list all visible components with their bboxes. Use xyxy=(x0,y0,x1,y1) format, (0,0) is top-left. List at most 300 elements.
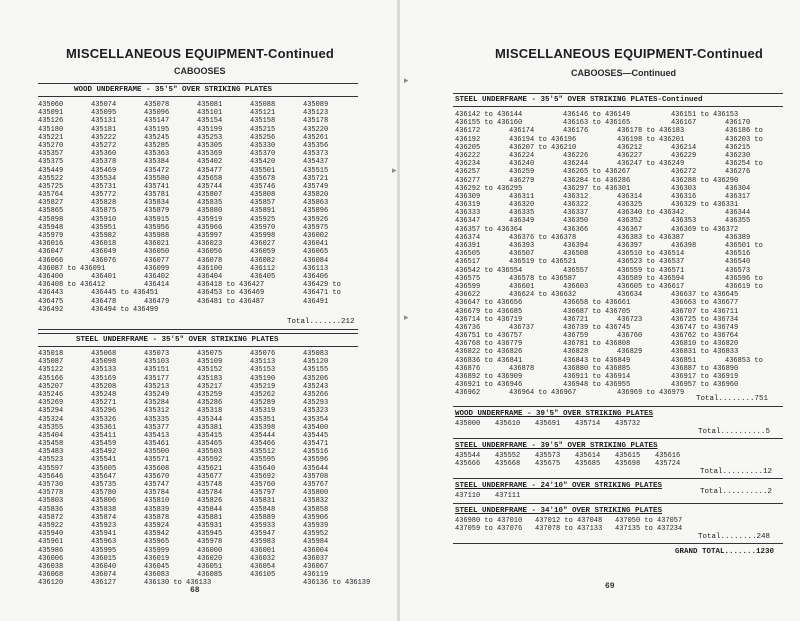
car-number: 436049 xyxy=(91,248,117,257)
car-number: 436130 to 436133 xyxy=(144,579,212,588)
car-number: 436304 xyxy=(725,184,751,193)
number-row xyxy=(38,473,358,481)
car-number: 435246 xyxy=(38,390,64,399)
car-number: 435784 xyxy=(144,489,170,498)
car-number: 436203 to xyxy=(725,135,763,144)
number-row xyxy=(455,373,785,381)
number-row xyxy=(455,152,785,160)
car-number: 435169 xyxy=(91,374,117,383)
car-number: 435437 xyxy=(303,158,329,167)
car-number: 436637 to 436645 xyxy=(671,291,739,300)
car-number: 435413 xyxy=(144,431,170,440)
car-number: 436589 to 436594 xyxy=(617,274,685,283)
car-number: 435858 xyxy=(303,505,329,514)
car-number: 435678 xyxy=(250,174,276,183)
car-number: 435836 xyxy=(38,505,64,514)
car-number: 436517 xyxy=(455,258,481,267)
car-number: 435375 xyxy=(38,158,64,167)
car-number: 436491 xyxy=(303,297,329,306)
number-row xyxy=(38,109,358,117)
section-title-steel-35-continued: STEEL UNDERFRAME - 35'5" OVER STRIKING PLATES-Continued xyxy=(455,96,703,104)
car-number: 435207 xyxy=(38,382,64,391)
car-number: 436019 xyxy=(144,554,170,563)
number-row xyxy=(455,258,785,266)
car-number: 435831 xyxy=(250,497,276,506)
car-number: 435122 xyxy=(38,366,64,375)
number-row xyxy=(38,366,358,374)
number-row xyxy=(38,350,358,358)
car-number: 435919 xyxy=(197,215,223,224)
car-number: 436836 to 436841 xyxy=(455,356,523,365)
car-number: 436402 xyxy=(144,272,170,281)
car-number: 435797 xyxy=(250,489,276,498)
grand-total: GRAND TOTAL.......1230 xyxy=(675,548,775,556)
car-number: 436505 xyxy=(455,250,481,259)
car-number: 436523 to 436537 xyxy=(617,258,685,267)
car-number: 436383 to 436387 xyxy=(617,233,685,242)
car-number: 435744 xyxy=(197,182,223,191)
car-number: 436077 xyxy=(144,256,170,265)
car-number: 436155 to 436160 xyxy=(455,119,523,128)
car-number: 436099 xyxy=(144,264,170,273)
number-row xyxy=(455,340,785,348)
car-number: 435183 xyxy=(197,374,223,383)
car-number: 436404 xyxy=(197,272,223,281)
car-number: 435289 xyxy=(250,399,276,408)
divider xyxy=(453,106,783,107)
car-number: 435597 xyxy=(38,464,64,473)
car-number: 435245 xyxy=(144,133,170,142)
car-number: 436969 to 436979 xyxy=(617,389,685,398)
car-number: 435180 xyxy=(38,125,64,134)
number-row xyxy=(38,240,358,248)
car-number: 436603 xyxy=(563,282,589,291)
car-number: 436120 xyxy=(38,579,64,588)
car-number: 436100 xyxy=(197,264,223,273)
car-number: 435248 xyxy=(91,390,117,399)
car-number: 436605 to 436617 xyxy=(617,282,685,291)
car-number: 436311 xyxy=(509,192,535,201)
car-number: 435208 xyxy=(91,382,117,391)
car-number: 436085 xyxy=(197,571,223,580)
car-number: 435675 xyxy=(535,460,561,469)
car-number: 435459 xyxy=(91,440,117,449)
car-number: 436038 xyxy=(38,562,64,571)
car-number: 435541 xyxy=(91,456,117,465)
car-number: 435834 xyxy=(144,199,170,208)
car-number: 435120 xyxy=(303,358,329,367)
number-row xyxy=(455,127,785,135)
car-number: 435522 xyxy=(38,174,64,183)
car-number: 435961 xyxy=(38,538,64,547)
car-number: 435685 xyxy=(575,460,601,469)
car-number: 435087 xyxy=(38,358,64,367)
car-number: 435984 xyxy=(303,538,329,547)
car-number: 436040 xyxy=(91,562,117,571)
car-number: 436508 xyxy=(563,250,589,259)
car-number: 435444 xyxy=(250,431,276,440)
car-number: 435808 xyxy=(250,191,276,200)
car-number: 435074 xyxy=(91,101,117,109)
car-number: 435402 xyxy=(197,158,223,167)
car-number: 435344 xyxy=(197,415,223,424)
car-number: 435221 xyxy=(38,133,64,142)
car-number: 435305 xyxy=(197,141,223,150)
car-number: 435998 xyxy=(250,232,276,240)
car-number: 435449 xyxy=(38,166,64,175)
car-number: 436229 xyxy=(671,151,697,160)
car-number: 436573 xyxy=(725,266,751,275)
car-number: 436679 to 436685 xyxy=(455,307,523,316)
number-row xyxy=(38,547,358,555)
number-row xyxy=(38,273,358,281)
car-number: 436366 xyxy=(563,225,589,234)
car-number: 435101 xyxy=(197,109,223,118)
car-number: 435222 xyxy=(91,133,117,142)
car-number: 435404 xyxy=(38,431,64,440)
car-number: 436170 xyxy=(725,119,751,128)
margin-mark: ▸ xyxy=(392,165,397,175)
car-number: 435217 xyxy=(197,382,223,391)
car-number: 435420 xyxy=(250,158,276,167)
car-number: 435471 xyxy=(303,440,329,449)
car-number: 435294 xyxy=(38,407,64,416)
section-title-steel-34: STEEL UNDERFRAME - 34'10" OVER STRIKING PLATES xyxy=(455,507,663,515)
car-number: 435999 xyxy=(144,546,170,555)
car-number: 436214 xyxy=(671,143,697,152)
section-title-wood-39: WOOD UNDERFRAME - 39'5" OVER STRIKING PLATES xyxy=(455,410,654,418)
car-number: 436045 xyxy=(144,562,170,571)
car-number: 435947 xyxy=(250,530,276,539)
car-number: 436021 xyxy=(144,240,170,249)
car-number: 435889 xyxy=(250,513,276,522)
number-row xyxy=(455,420,785,428)
number-list-wood-35 xyxy=(38,101,358,314)
car-number: 435767 xyxy=(303,481,329,489)
car-number: 436240 xyxy=(509,160,535,169)
car-number: 435243 xyxy=(303,382,329,391)
car-number: 435154 xyxy=(197,117,223,126)
car-number: 436015 xyxy=(91,554,117,563)
car-number: 435820 xyxy=(303,191,329,200)
car-number: 435615 xyxy=(615,452,641,460)
car-number: 435924 xyxy=(144,521,170,530)
section-title-wood-35: WOOD UNDERFRAME - 35'5" OVER STRIKING PLATES xyxy=(74,86,273,94)
car-number: 436172 xyxy=(455,127,481,136)
car-number: 436167 xyxy=(671,119,697,128)
car-number: 436575 xyxy=(455,274,481,283)
car-number: 435091 xyxy=(38,109,64,118)
car-number: 435995 xyxy=(91,546,117,555)
car-number: 435778 xyxy=(38,489,64,498)
car-number: 435826 xyxy=(197,497,223,506)
car-number: 435089 xyxy=(303,101,329,109)
number-row xyxy=(38,456,358,464)
car-number: 435363 xyxy=(144,150,170,159)
car-number: 435906 xyxy=(303,513,329,522)
number-row xyxy=(38,383,358,391)
car-number: 436320 xyxy=(509,201,535,210)
car-number: 436418 to 436427 xyxy=(197,281,265,290)
car-number: 435095 xyxy=(91,109,117,118)
car-number: 435747 xyxy=(144,481,170,489)
car-number: 436736 xyxy=(455,323,481,332)
car-number: 436050 xyxy=(144,248,170,257)
car-number: 436494 to 436499 xyxy=(91,305,159,314)
number-row xyxy=(38,191,358,199)
car-number: 436076 xyxy=(91,256,117,265)
car-number: 435997 xyxy=(197,232,223,240)
car-number: 436414 xyxy=(144,281,170,290)
car-number: 435373 xyxy=(303,150,329,159)
number-list-steel-34 xyxy=(455,517,785,533)
car-number: 435948 xyxy=(38,223,64,232)
number-row xyxy=(455,283,785,291)
car-number: 436408 to 436412 xyxy=(38,281,106,290)
car-number: 436475 xyxy=(38,297,64,306)
car-number: 435512 xyxy=(250,448,276,457)
car-number: 435670 xyxy=(144,472,170,481)
car-number: 435698 xyxy=(615,460,641,469)
car-number: 435616 xyxy=(655,452,681,460)
number-list-wood-39 xyxy=(455,420,785,428)
car-number: 436957 to 436960 xyxy=(671,381,739,390)
number-row xyxy=(38,183,358,191)
number-row xyxy=(455,177,785,185)
car-number: 435844 xyxy=(197,505,223,514)
car-number: 436272 xyxy=(671,168,697,177)
car-number: 435800 xyxy=(303,489,329,498)
section-total: Total........751 xyxy=(696,395,769,403)
car-number: 436353 xyxy=(671,217,697,226)
number-row xyxy=(38,281,358,289)
car-number: 436851 xyxy=(671,356,697,365)
car-number: 435220 xyxy=(303,125,329,134)
car-number: 435153 xyxy=(250,366,276,375)
car-number: 435896 xyxy=(303,207,329,216)
car-number: 436357 to 436364 xyxy=(455,225,523,234)
number-row xyxy=(455,234,785,242)
car-number: 435933 xyxy=(250,521,276,530)
car-number: 435839 xyxy=(144,505,170,514)
car-number: 435730 xyxy=(38,481,64,489)
number-row xyxy=(455,308,785,316)
car-number: 435096 xyxy=(144,109,170,118)
number-row xyxy=(38,167,358,175)
car-number: 435614 xyxy=(575,452,601,460)
car-number: 435922 xyxy=(38,521,64,530)
car-number: 436829 xyxy=(617,348,643,357)
car-number: 436876 xyxy=(455,364,481,373)
car-number: 435988 xyxy=(144,232,170,240)
car-number: 435827 xyxy=(38,199,64,208)
car-number: 435147 xyxy=(144,117,170,126)
car-number: 437135 to 437234 xyxy=(615,525,683,534)
car-number: 436309 xyxy=(455,192,481,201)
car-number: 435939 xyxy=(303,521,329,530)
car-number: 435356 xyxy=(303,141,329,150)
number-row xyxy=(38,375,358,383)
car-number: 436828 xyxy=(563,348,589,357)
car-number: 436127 xyxy=(91,579,117,588)
car-number: 435941 xyxy=(91,530,117,539)
number-row xyxy=(455,201,785,209)
car-number: 435925 xyxy=(250,215,276,224)
car-number: 435595 xyxy=(250,456,276,465)
car-number: 435735 xyxy=(91,481,117,489)
car-number: 436962 xyxy=(455,389,481,398)
car-number: 435296 xyxy=(91,407,117,416)
right-page xyxy=(400,0,800,621)
car-number: 435784 xyxy=(197,489,223,498)
car-number: 435370 xyxy=(250,150,276,159)
number-row xyxy=(455,168,785,176)
number-row xyxy=(38,407,358,415)
number-row xyxy=(455,357,785,365)
car-number: 436292 to 436295 xyxy=(455,184,523,193)
number-row xyxy=(38,306,358,314)
car-number: 436622 xyxy=(455,291,481,300)
car-number: 435516 xyxy=(303,448,329,457)
car-number: 435515 xyxy=(303,166,329,175)
car-number: 437059 to 437076 xyxy=(455,525,523,534)
car-number: 435573 xyxy=(535,452,561,460)
car-number: 435075 xyxy=(197,350,223,358)
car-number: 435354 xyxy=(303,415,329,424)
car-number: 435898 xyxy=(38,215,64,224)
car-number: 436352 xyxy=(617,217,643,226)
number-row xyxy=(455,324,785,332)
car-number: 436658 to 436661 xyxy=(563,299,631,308)
car-number: 435109 xyxy=(197,358,223,367)
car-number: 435746 xyxy=(250,182,276,191)
car-number: 435978 xyxy=(197,538,223,547)
car-number: 435461 xyxy=(144,440,170,449)
car-number: 435195 xyxy=(144,125,170,134)
car-number: 435764 xyxy=(38,191,64,200)
car-number: 435081 xyxy=(197,101,223,109)
number-row xyxy=(455,316,785,324)
number-row xyxy=(455,291,785,299)
car-number: 436401 xyxy=(91,272,117,281)
car-number: 436559 to 436571 xyxy=(617,266,685,275)
car-number: 436619 to xyxy=(725,282,763,291)
car-number: 435500 xyxy=(144,448,170,457)
car-number: 436059 xyxy=(250,248,276,257)
car-number: 437078 to 437133 xyxy=(535,525,603,534)
car-number: 436333 xyxy=(455,209,481,218)
car-number: 435269 xyxy=(38,399,64,408)
car-number: 435891 xyxy=(250,207,276,216)
car-number: 435878 xyxy=(144,513,170,522)
car-number: 436234 xyxy=(455,160,481,169)
car-number: 435360 xyxy=(91,150,117,159)
car-number: 435190 xyxy=(250,374,276,383)
car-number: 436389 xyxy=(725,233,751,242)
car-number: 436041 xyxy=(303,240,329,249)
car-number: 436721 xyxy=(563,315,589,324)
car-number: 435915 xyxy=(144,215,170,224)
car-number: 436004 xyxy=(303,546,329,555)
car-number: 435975 xyxy=(303,223,329,232)
car-number: 435253 xyxy=(197,133,223,142)
car-number: 436329 to 436331 xyxy=(671,201,739,210)
car-number: 436314 xyxy=(617,192,643,201)
number-row xyxy=(38,538,358,546)
car-number: 435261 xyxy=(303,133,329,142)
number-row xyxy=(38,506,358,514)
number-row xyxy=(455,299,785,307)
car-number: 436714 to 436719 xyxy=(455,315,523,324)
car-number: 436725 to 436734 xyxy=(671,315,739,324)
car-number: 435966 xyxy=(197,223,223,232)
car-number: 436000 xyxy=(197,546,223,555)
car-number: 436066 xyxy=(38,256,64,265)
car-number: 435596 xyxy=(303,456,329,465)
car-number: 435544 xyxy=(455,452,481,460)
car-number: 435330 xyxy=(250,141,276,150)
car-number: 435400 xyxy=(303,423,329,432)
car-number: 435266 xyxy=(303,390,329,399)
car-number: 435692 xyxy=(250,472,276,481)
car-number: 436707 to 436711 xyxy=(671,307,739,316)
car-number: 436198 to 436201 xyxy=(617,135,685,144)
car-number: 436136 to 436139 xyxy=(303,579,371,588)
car-number: 435857 xyxy=(250,199,276,208)
number-row xyxy=(38,514,358,522)
car-number: 435103 xyxy=(144,358,170,367)
car-number: 435640 xyxy=(250,464,276,473)
number-row xyxy=(38,101,358,109)
number-list-steel-35-continued xyxy=(455,111,785,398)
margin-mark: ▸ xyxy=(404,312,409,322)
car-number: 435060 xyxy=(38,101,64,109)
car-number: 436259 xyxy=(509,168,535,177)
car-number: 435807 xyxy=(197,191,223,200)
car-number: 435741 xyxy=(144,182,170,191)
car-number: 436224 xyxy=(509,151,535,160)
car-number: 435806 xyxy=(91,497,117,506)
car-number: 435552 xyxy=(495,452,521,460)
car-number: 436557 xyxy=(563,266,589,275)
car-number: 436037 xyxy=(303,554,329,563)
page-title: MISCELLANEOUS EQUIPMENT-Continued xyxy=(66,46,335,61)
car-number: 435133 xyxy=(91,366,117,375)
car-number: 435272 xyxy=(91,141,117,150)
number-row xyxy=(455,452,785,460)
car-number: 436647 to 436656 xyxy=(455,299,523,308)
car-number: 436878 xyxy=(509,364,535,373)
car-number: 435411 xyxy=(91,431,117,440)
page-subtitle: CABOOSES xyxy=(174,66,226,76)
car-number: 435963 xyxy=(91,538,117,547)
car-number: 436303 xyxy=(671,184,697,193)
car-number: 435472 xyxy=(144,166,170,175)
car-number: 435351 xyxy=(250,415,276,424)
car-number: 435215 xyxy=(250,125,276,134)
car-number: 436222 xyxy=(455,151,481,160)
car-number: 435832 xyxy=(303,497,329,506)
car-number: 436051 xyxy=(197,562,223,571)
number-row xyxy=(455,209,785,217)
car-number: 435083 xyxy=(303,350,329,358)
car-number: 435725 xyxy=(38,182,64,191)
car-number: 436911 to 436914 xyxy=(563,373,631,381)
car-number: 435076 xyxy=(250,350,276,358)
car-number: 435580 xyxy=(144,174,170,183)
car-number: 435772 xyxy=(91,191,117,200)
car-number: 435926 xyxy=(303,215,329,224)
